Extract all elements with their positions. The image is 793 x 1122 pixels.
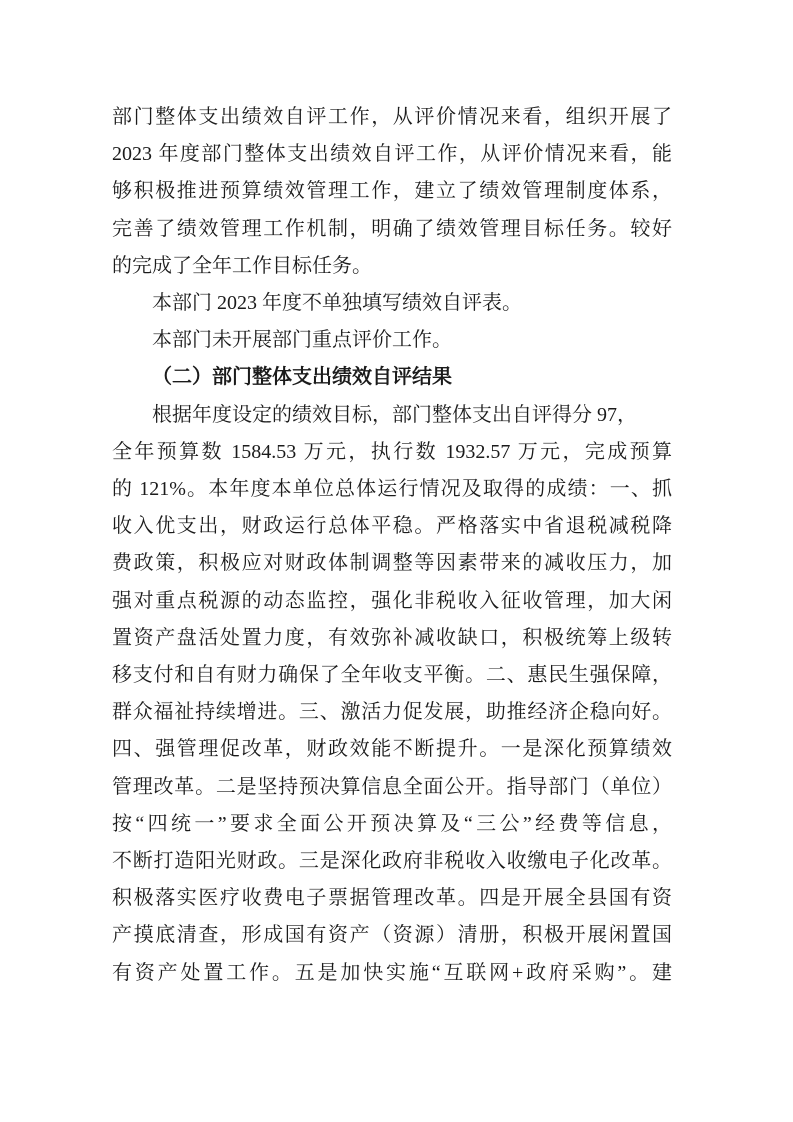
text-line: 群众福祉持续增进。三、激活力促发展，助推经济企稳向好。 <box>112 701 672 724</box>
text-line: 四、强管理促改革，财政效能不断提升。一是深化预算绩效 <box>112 738 672 761</box>
text-line: 完善了绩效管理工作机制，明确了绩效管理目标任务。较好 <box>112 217 672 240</box>
text-line: 产摸底清查，形成国有资产（资源）清册，积极开展闲置国 <box>112 924 672 947</box>
text-line: 全年预算数 1584.53 万元，执行数 1932.57 万元，完成预算 <box>112 440 672 463</box>
text-line: 的完成了全年工作目标任务。 <box>112 254 372 277</box>
section-heading: （二）部门整体支出绩效自评结果 <box>152 366 452 389</box>
text-line: 收入优支出，财政运行总体平稳。严格落实中省退税减税降 <box>112 515 672 538</box>
text-line: 部门整体支出绩效自评工作，从评价情况来看，组织开展了 <box>112 106 672 128</box>
text-line: 按“四统一”要求全面公开预决算及“三公”经费等信息， <box>112 812 672 835</box>
text-line: 2023 年度部门整体支出绩效自评工作，从评价情况来看，能 <box>112 143 672 166</box>
text-line: 有资产处置工作。五是加快实施“互联网+政府采购”。建 <box>112 961 672 984</box>
document-text-block <box>112 99 672 992</box>
text-line: 置资产盘活处置力度，有效弥补减收缺口，积极统筹上级转 <box>112 626 672 649</box>
text-line: 够积极推进预算绩效管理工作，建立了绩效管理制度体系， <box>112 180 672 203</box>
text-line: 费政策，积极应对财政体制调整等因素带来的减收压力，加 <box>112 552 672 575</box>
text-line: 的 121%。本年度本单位总体运行情况及取得的成绩：一、抓 <box>112 478 672 501</box>
text-line: 强对重点税源的动态监控，强化非税收入征收管理，加大闲 <box>112 589 672 612</box>
text-line: 管理改革。二是坚持预决算信息全面公开。指导部门（单位） <box>112 775 672 798</box>
text-line: 不断打造阳光财政。三是深化政府非税收入收缴电子化改革。 <box>112 850 672 873</box>
text-line: 移支付和自有财力确保了全年收支平衡。二、惠民生强保障， <box>112 664 672 687</box>
text-line: 本部门 2023 年度不单独填写绩效自评表。 <box>152 292 522 315</box>
text-line: 根据年度设定的绩效目标，部门整体支出自评得分 97， <box>152 403 637 426</box>
text-line: 本部门未开展部门重点评价工作。 <box>152 329 452 352</box>
text-line: 积极落实医疗收费电子票据管理改革。四是开展全县国有资 <box>112 887 672 910</box>
